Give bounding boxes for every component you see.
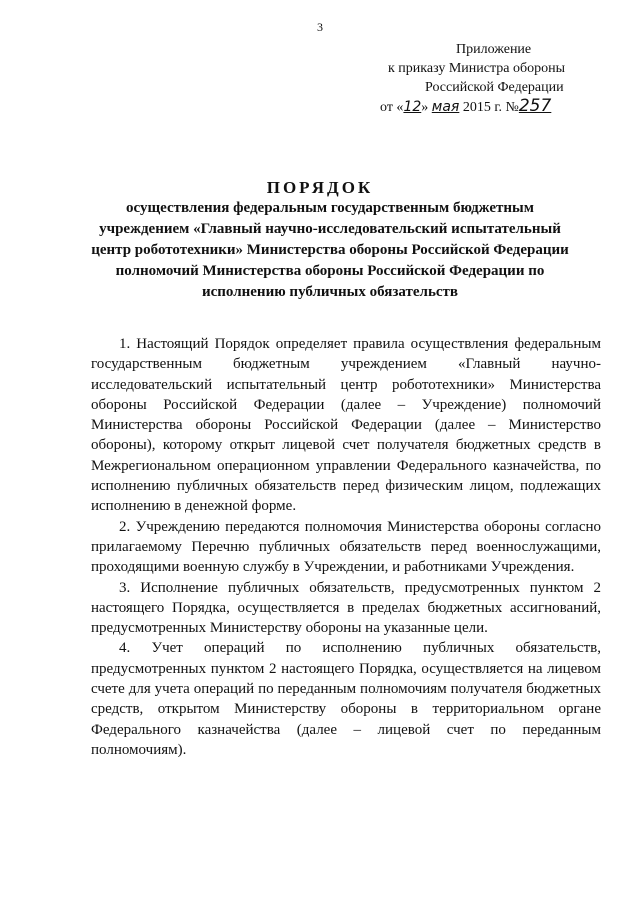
appendix-header [380, 40, 620, 117]
appendix-country: Российской Федерации [425, 80, 564, 95]
document-body [91, 334, 601, 760]
paragraph-2: 2. Учреждению передаются полномочия Министерства обороны согласно прилагаемому Перечню публичных обязательств перед военнослужащими, проходящими военную службу в Учреждении, и работниками Учреждения. [91, 518, 601, 576]
document-title: ПОРЯДОК [266, 178, 374, 197]
paragraph-3: 3. Исполнение публичных обязательств, предусмотренных пунктом 2 настоящего Порядка, осуществляется в пределах бюджетных ассигнований, предусмотренных Министерству обороны на указанные цели. [91, 579, 601, 637]
date-year: 2015 г. № [459, 100, 519, 115]
date-month-handwritten: мая [431, 99, 460, 115]
date-day-handwritten: 12 [403, 99, 422, 115]
document-subtitle: осуществления федеральным государственным бюджетным учреждением «Главный научно-исследовательский испытательный центр робототехники» Министерства обороны Российской Федерации полномочий Министерства обороны Российской Федерации по исполнению публичных обязательств [91, 200, 569, 300]
appendix-title: Приложение [456, 42, 532, 57]
paragraph-1: 1. Настоящий Порядок определяет правила осуществления федеральным государственным бюджетным учреждением «Главный научно-исследовательский испытательный центр робототехники» Министерства обороны Российской Федерации (далее – Учреждение) полномочий Министерства обороны Российской Федерации (далее – Министерство обороны), которому открыт лицевой счет получателя бюджетных средств в Межрегиональном операционном управлении Федерального казначейства, по исполнению публичных обязательств перед физическим лицом, подлежащих исполнению в денежной форме. [91, 336, 601, 515]
page-number: 3 [317, 20, 323, 34]
date-mid: » [421, 100, 432, 115]
appendix-date-line [380, 97, 620, 117]
appendix-order-reference: к приказу Министра обороны [388, 61, 565, 76]
order-number-handwritten: 257 [518, 96, 552, 116]
paragraph-4: 4. Учет операций по исполнению публичных обязательств, предусмотренных пунктом 2 настоящего Порядка, осуществляется на лицевом счете для учета операций по переданным полномочиям получателя бюджетных средств, открытом Министерству обороны в территориальном органе Федерального казначейства (далее – лицевой счет по переданным полномочиям). [91, 640, 601, 758]
date-prefix: от « [380, 100, 404, 115]
